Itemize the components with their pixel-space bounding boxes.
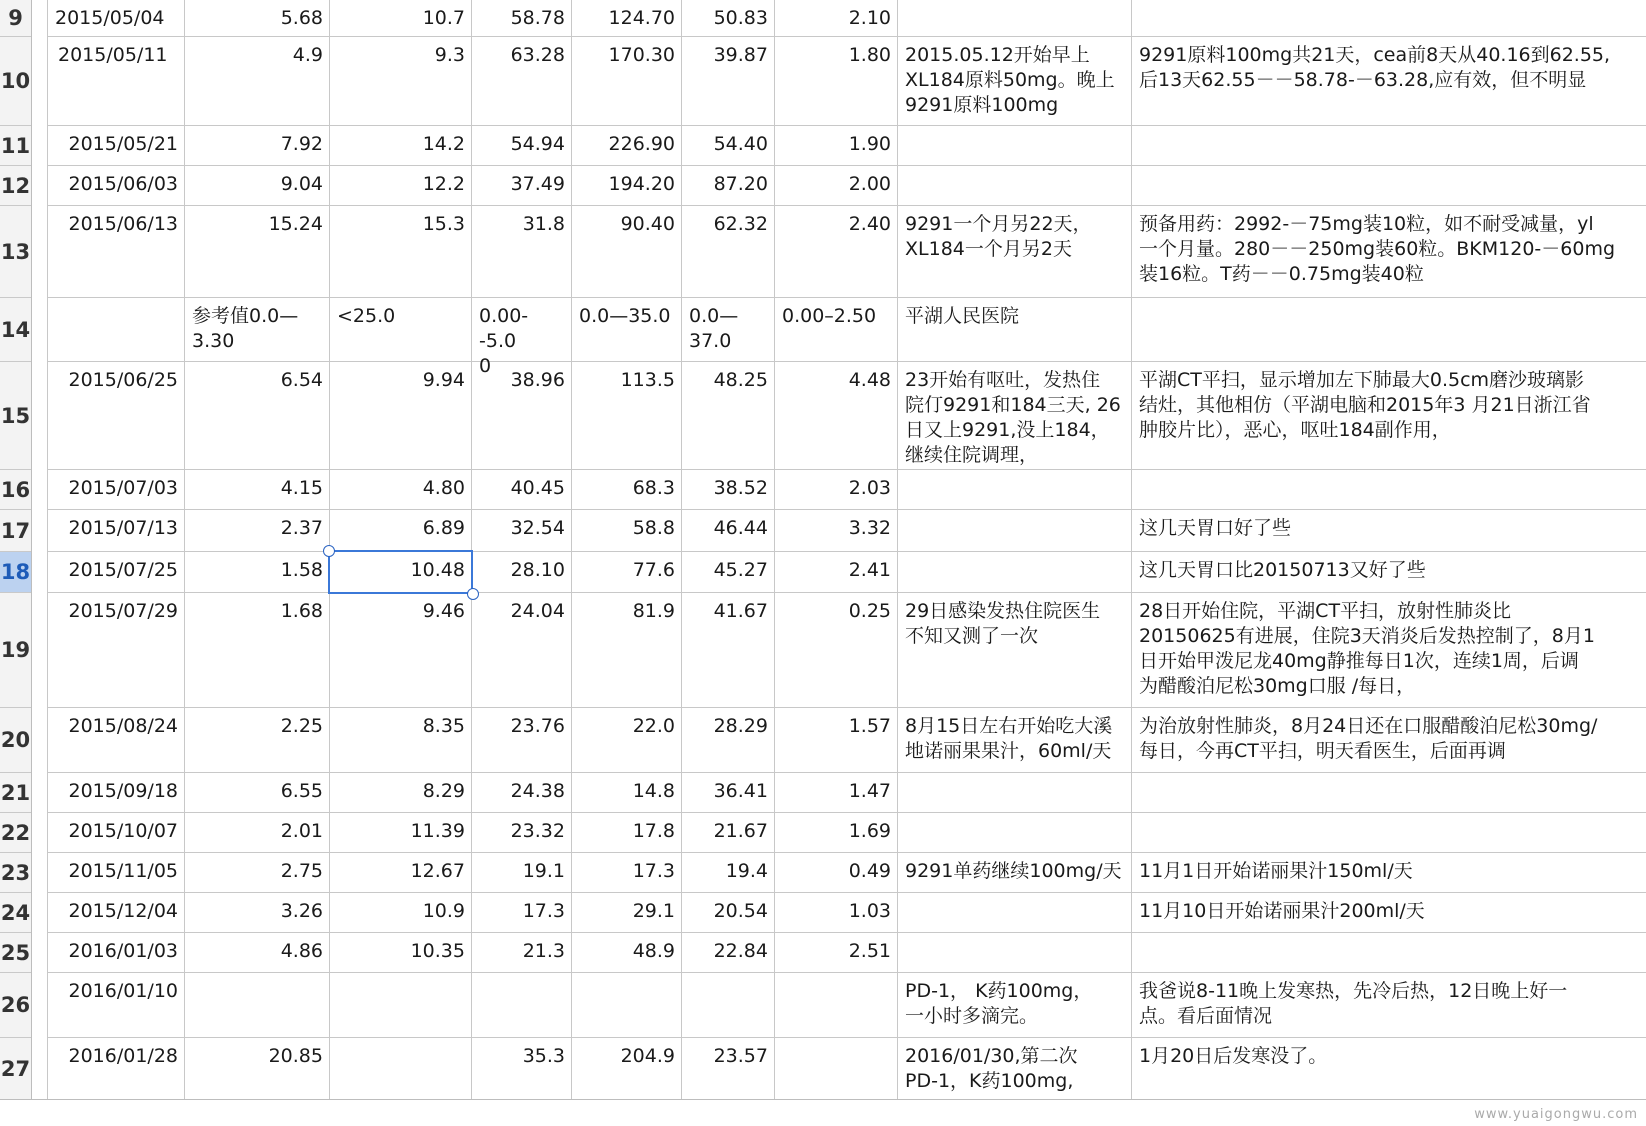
cell-remark[interactable]: 1月20日后发寒没了。	[1139, 1045, 1328, 1067]
cell-value[interactable]: 3.32	[848, 517, 891, 539]
cell-value[interactable]: 0.0— 37.0	[689, 305, 739, 352]
cell-value[interactable]: 0.49	[848, 860, 891, 882]
cell-value[interactable]: 36.41	[713, 780, 768, 802]
cell-value[interactable]: 58.8	[632, 517, 675, 539]
cell-date[interactable]: 2015/06/03	[68, 173, 178, 195]
column-border	[571, 0, 572, 1100]
cell-value[interactable]: 1.68	[280, 600, 323, 622]
row-border	[48, 509, 1646, 510]
row-border	[48, 165, 1646, 166]
cell-value[interactable]: 170.30	[608, 44, 675, 66]
cell-value[interactable]: 24.38	[510, 780, 565, 802]
cell-value[interactable]: 12.2	[422, 173, 465, 195]
cell-value[interactable]: 63.28	[510, 44, 565, 66]
cell-remark[interactable]	[1132, 304, 1646, 360]
cell-remark[interactable]	[1132, 172, 1646, 204]
row-border	[48, 707, 1646, 708]
row-border	[48, 592, 1646, 593]
cell-remark[interactable]: 我爸说8-11晚上发寒热，先冷后热，12日晚上好一 点。看后面情况	[1139, 980, 1568, 1027]
cell-note[interactable]	[898, 558, 1132, 591]
cell-remark[interactable]	[1132, 819, 1646, 851]
cell-value[interactable]: 0.00–2.50	[782, 305, 877, 327]
row-header[interactable]: 18	[0, 552, 31, 593]
cell-value[interactable]: 32.54	[510, 517, 565, 539]
cell-value[interactable]: 12.67	[410, 860, 465, 882]
watermark: www.yuaigongwu.com	[1474, 1107, 1638, 1122]
cell-value[interactable]: 1.90	[848, 133, 891, 155]
cell-remark[interactable]: 11月10日开始诺丽果汁200ml/天	[1139, 900, 1425, 922]
cell-value[interactable]: 4.48	[848, 369, 891, 391]
row-header[interactable]: 15	[0, 362, 31, 470]
cell-value[interactable]: <25.0	[337, 305, 396, 327]
grid-bottom-border	[0, 1099, 1646, 1100]
cell-value[interactable]: 8.35	[422, 715, 465, 737]
cell-note[interactable]	[898, 172, 1132, 204]
cell-value[interactable]: 15.3	[422, 213, 465, 235]
cell-date[interactable]: 2015/07/29	[68, 600, 178, 622]
row-header-border	[31, 0, 32, 1100]
cell-value[interactable]: 22.84	[713, 940, 768, 962]
cell-value[interactable]: 54.94	[510, 133, 565, 155]
cell-date[interactable]	[48, 304, 185, 360]
cell-value[interactable]: 10.7	[422, 7, 465, 29]
cell-date[interactable]: 2015/08/24	[68, 715, 178, 737]
cell-note[interactable]	[898, 476, 1132, 508]
cell-value[interactable]: 38.96	[510, 369, 565, 391]
cell-note[interactable]: 平湖人民医院	[905, 305, 1020, 327]
cell-value[interactable]: 54.40	[713, 133, 768, 155]
row-border	[48, 361, 1646, 362]
cell-value[interactable]: 5.68	[280, 7, 323, 29]
row-border	[48, 125, 1646, 126]
cell-note[interactable]: 23开始有呕吐，发热住 院仃9291和184三天, 26 日又上9291,没上184， 继续住院调理，	[905, 369, 1121, 466]
cell-value[interactable]: 15.24	[268, 213, 323, 235]
row-header[interactable]: 10	[0, 37, 31, 126]
cell-date[interactable]: 2015/05/11	[58, 44, 168, 66]
cell-value[interactable]: 28.29	[713, 715, 768, 737]
cell-date[interactable]: 2015/10/07	[68, 820, 178, 842]
cell-value[interactable]: 10.35	[410, 940, 465, 962]
column-border	[897, 0, 898, 1100]
cell-value[interactable]	[185, 979, 330, 1036]
cell-value[interactable]: 40.45	[510, 477, 565, 499]
cell-value[interactable]: 21.67	[713, 820, 768, 842]
cell-value[interactable]: 2.51	[848, 940, 891, 962]
cell-value[interactable]: 3.26	[280, 900, 323, 922]
cell-value[interactable]: 9.46	[422, 600, 465, 622]
selection-handle-bottom-right[interactable]	[467, 588, 479, 600]
cell-remark[interactable]	[1132, 6, 1646, 35]
cell-value[interactable]: 0.00--5.0 0	[479, 305, 529, 377]
cell-value[interactable]: 22.0	[632, 715, 675, 737]
cell-value[interactable]: 4.15	[280, 477, 323, 499]
cell-value[interactable]	[330, 1044, 472, 1098]
cell-note[interactable]	[898, 6, 1132, 35]
cell-value[interactable]: 19.4	[725, 860, 768, 882]
row-border	[48, 469, 1646, 470]
cell-value[interactable]: 24.04	[510, 600, 565, 622]
column-border	[1131, 0, 1132, 1100]
row-header[interactable]: 17	[0, 510, 31, 552]
cell-value[interactable]: 31.8	[522, 213, 565, 235]
cell-note[interactable]	[898, 819, 1132, 851]
cell-value[interactable]: 2.40	[848, 213, 891, 235]
cell-value[interactable]: 1.58	[280, 559, 323, 581]
row-header[interactable]: 14	[0, 298, 31, 362]
cell-date[interactable]: 2015/09/18	[68, 780, 178, 802]
row-header[interactable]: 26	[0, 973, 31, 1038]
cell-value[interactable]: 48.9	[632, 940, 675, 962]
row-header[interactable]: 11	[0, 126, 31, 166]
cell-value[interactable]: 23.76	[510, 715, 565, 737]
cell-value[interactable]: 10.9	[422, 900, 465, 922]
cell-value[interactable]	[682, 979, 775, 1036]
row-header[interactable]: 20	[0, 708, 31, 773]
cell-value[interactable]	[472, 979, 572, 1036]
cell-value[interactable]: 58.78	[510, 7, 565, 29]
column-border	[681, 0, 682, 1100]
cell-value[interactable]: 2.03	[848, 477, 891, 499]
cell-value[interactable]: 14.8	[632, 780, 675, 802]
cell-value[interactable]: 37.49	[510, 173, 565, 195]
row-border	[48, 972, 1646, 973]
cell-value[interactable]: 29.1	[632, 900, 675, 922]
cell-value[interactable]: 6.89	[422, 517, 465, 539]
cell-value[interactable]: 4.9	[292, 44, 323, 66]
cell-note[interactable]: 2016/01/30,第二次 PD-1，K药100mg,	[905, 1045, 1078, 1092]
cell-value[interactable]: 113.5	[620, 369, 675, 391]
row-header[interactable]: 19	[0, 593, 31, 708]
cell-value[interactable]	[572, 979, 682, 1036]
cell-value[interactable]: 1.57	[848, 715, 891, 737]
cell-value[interactable]: 9.04	[280, 173, 323, 195]
cell-remark[interactable]: 28日开始住院，平湖CT平扫，放射性肺炎比 20150625有进展，住院3天消炎后发热控制了，8月1 日开始甲泼尼龙40mg静推每日1次，连续1周，后调 为醋酸泊尼松30mg口服 /每日，	[1139, 600, 1595, 697]
cell-value[interactable]: 50.83	[713, 7, 768, 29]
column-border	[184, 0, 185, 1100]
cell-remark[interactable]: 这几天胃口好了些	[1139, 517, 1292, 539]
row-border	[48, 812, 1646, 813]
cell-date[interactable]: 2015/07/13	[68, 517, 178, 539]
cell-note[interactable]	[898, 939, 1132, 971]
cell-remark[interactable]: 11月1日开始诺丽果汁150ml/天	[1139, 860, 1413, 882]
cell-value[interactable]: 8.29	[422, 780, 465, 802]
row-border	[48, 772, 1646, 773]
cell-value[interactable]	[775, 979, 898, 1036]
cell-value[interactable]: 1.03	[848, 900, 891, 922]
cell-value[interactable]: 48.25	[713, 369, 768, 391]
cell-value[interactable]: 20.85	[268, 1045, 323, 1067]
row-border	[48, 205, 1646, 206]
cell-date[interactable]: 2015/06/13	[68, 213, 178, 235]
cell-value[interactable]: 9.3	[434, 44, 465, 66]
cell-value[interactable]: 2.01	[280, 820, 323, 842]
cell-value[interactable]: 124.70	[608, 7, 675, 29]
row-header[interactable]: 13	[0, 206, 31, 298]
cell-value[interactable]: 87.20	[713, 173, 768, 195]
cell-value[interactable]: 4.86	[280, 940, 323, 962]
row-header[interactable]: 25	[0, 933, 31, 973]
cell-value[interactable]: 1.80	[848, 44, 891, 66]
cell-remark[interactable]	[1132, 132, 1646, 164]
cell-value[interactable]: 90.40	[620, 213, 675, 235]
cell-value[interactable]: 7.92	[280, 133, 323, 155]
cell-date[interactable]: 2016/01/03	[68, 940, 178, 962]
cell-value[interactable]: 参考值0.0— 3.30	[192, 305, 299, 352]
cell-value[interactable]: 6.55	[280, 780, 323, 802]
cell-remark[interactable]	[1132, 939, 1646, 971]
column-border	[47, 0, 48, 1100]
cell-remark[interactable]	[1132, 779, 1646, 811]
row-border	[48, 551, 1646, 552]
cell-value[interactable]: 17.8	[632, 820, 675, 842]
row-header[interactable]: 23	[0, 853, 31, 893]
cell-date[interactable]: 2015/06/25	[68, 369, 178, 391]
cell-value[interactable]: 11.39	[410, 820, 465, 842]
cell-note[interactable]: 2015.05.12开始早上 XL184原料50mg。晚上 9291原料100mg	[905, 44, 1115, 116]
row-header[interactable]: 9	[0, 0, 31, 37]
cell-remark[interactable]: 这几天胃口比20150713又好了些	[1139, 559, 1426, 581]
cell-value[interactable]: 2.37	[280, 517, 323, 539]
cell-remark[interactable]: 平湖CT平扫，显示增加左下肺最大0.5cm磨沙玻璃影 结灶，其他相仿（平湖电脑和2015年3 月21日浙江省 肿胶片比），恶心，呕吐184副作用，	[1139, 369, 1591, 441]
cell-value[interactable]: 1.69	[848, 820, 891, 842]
selected-cell-outline[interactable]	[328, 550, 473, 594]
cell-value[interactable]: 10.48	[410, 559, 465, 581]
row-header[interactable]: 22	[0, 813, 31, 853]
cell-remark[interactable]: 预备用药：2992-－75mg装10粒，如不耐受减量，yl 一个月量。280－－250mg装60粒。BKM120-－60mg 装16粒。T药－－0.75mg装40粒	[1139, 213, 1616, 285]
cell-date[interactable]: 2016/01/10	[68, 980, 178, 1002]
cell-value[interactable]: 35.3	[522, 1045, 565, 1067]
cell-value[interactable]: 14.2	[422, 133, 465, 155]
cell-note[interactable]: PD-1， K药100mg， 一小时多滴完。	[905, 980, 1093, 1027]
cell-value[interactable]: 4.80	[422, 477, 465, 499]
row-border	[48, 36, 1646, 37]
cell-value[interactable]: 0.25	[848, 600, 891, 622]
cell-value[interactable]: 2.75	[280, 860, 323, 882]
cell-date[interactable]: 2015/05/04	[55, 7, 165, 29]
cell-date[interactable]: 2015/07/03	[68, 477, 178, 499]
cell-note[interactable]: 9291一个月另22天， XL184一个月另2天	[905, 213, 1092, 260]
cell-value[interactable]: 9.94	[422, 369, 465, 391]
cell-value[interactable]: 2.10	[848, 7, 891, 29]
cell-note[interactable]: 8月15日左右开始吃大溪 地诺丽果果汁，60ml/天	[905, 715, 1113, 762]
cell-date[interactable]: 2015/07/25	[68, 559, 178, 581]
row-header[interactable]: 24	[0, 893, 31, 933]
cell-value[interactable]: 20.54	[713, 900, 768, 922]
cell-note[interactable]	[898, 516, 1132, 550]
cell-value[interactable]: 194.20	[608, 173, 675, 195]
cell-value[interactable]: 23.32	[510, 820, 565, 842]
cell-value[interactable]	[775, 1044, 898, 1098]
cell-value[interactable]: 2.00	[848, 173, 891, 195]
row-border	[48, 1037, 1646, 1038]
cell-value[interactable]: 6.54	[280, 369, 323, 391]
cell-date[interactable]: 2016/01/28	[68, 1045, 178, 1067]
cell-value[interactable]: 39.87	[713, 44, 768, 66]
cell-value[interactable]: 77.6	[632, 559, 675, 581]
cell-value[interactable]: 45.27	[713, 559, 768, 581]
row-border	[48, 892, 1646, 893]
cell-remark[interactable]	[1132, 476, 1646, 508]
cell-value[interactable]: 2.41	[848, 559, 891, 581]
cell-value[interactable]: 17.3	[522, 900, 565, 922]
cell-note[interactable]	[898, 779, 1132, 811]
row-border	[48, 297, 1646, 298]
cell-value[interactable]: 38.52	[713, 477, 768, 499]
cell-note[interactable]	[898, 899, 1132, 931]
cell-value[interactable]: 0.0—35.0	[579, 305, 671, 327]
cell-remark[interactable]: 9291原料100mg共21天，cea前8天从40.16到62.55, 后13天62.55－－58.78-－63.28,应有效，但不明显	[1139, 44, 1611, 91]
row-border	[48, 932, 1646, 933]
cell-value[interactable]: 46.44	[713, 517, 768, 539]
cell-remark[interactable]: 为治放射性肺炎，8月24日还在口服醋酸泊尼松30mg/ 每日，今再CT平扫，明天看医生，后面再调	[1139, 715, 1598, 762]
column-border	[774, 0, 775, 1100]
cell-value[interactable]: 81.9	[632, 600, 675, 622]
row-header[interactable]: 12	[0, 166, 31, 206]
cell-value[interactable]: 17.3	[632, 860, 675, 882]
cell-value[interactable]: 62.32	[713, 213, 768, 235]
cell-note[interactable]: 29日感染发热住院医生 不知又测了一次	[905, 600, 1101, 647]
cell-note[interactable]	[898, 132, 1132, 164]
cell-date[interactable]: 2015/11/05	[68, 860, 178, 882]
cell-value[interactable]: 41.67	[713, 600, 768, 622]
row-header[interactable]: 16	[0, 470, 31, 510]
selection-handle-top-left[interactable]	[323, 545, 335, 557]
cell-value[interactable]: 1.47	[848, 780, 891, 802]
row-border	[48, 852, 1646, 853]
cell-value[interactable]: 28.10	[510, 559, 565, 581]
cell-value[interactable]: 226.90	[608, 133, 675, 155]
cell-value[interactable]: 68.3	[632, 477, 675, 499]
row-header[interactable]: 21	[0, 773, 31, 813]
cell-date[interactable]: 2015/12/04	[68, 900, 178, 922]
cell-date[interactable]: 2015/05/21	[68, 133, 178, 155]
row-header[interactable]: 27	[0, 1038, 31, 1100]
cell-value[interactable]: 19.1	[522, 860, 565, 882]
cell-value[interactable]	[330, 979, 472, 1036]
cell-value[interactable]: 23.57	[713, 1045, 768, 1067]
cell-value[interactable]: 204.9	[620, 1045, 675, 1067]
cell-value[interactable]: 21.3	[522, 940, 565, 962]
cell-value[interactable]: 2.25	[280, 715, 323, 737]
cell-note[interactable]: 9291单药继续100mg/天	[905, 860, 1122, 882]
